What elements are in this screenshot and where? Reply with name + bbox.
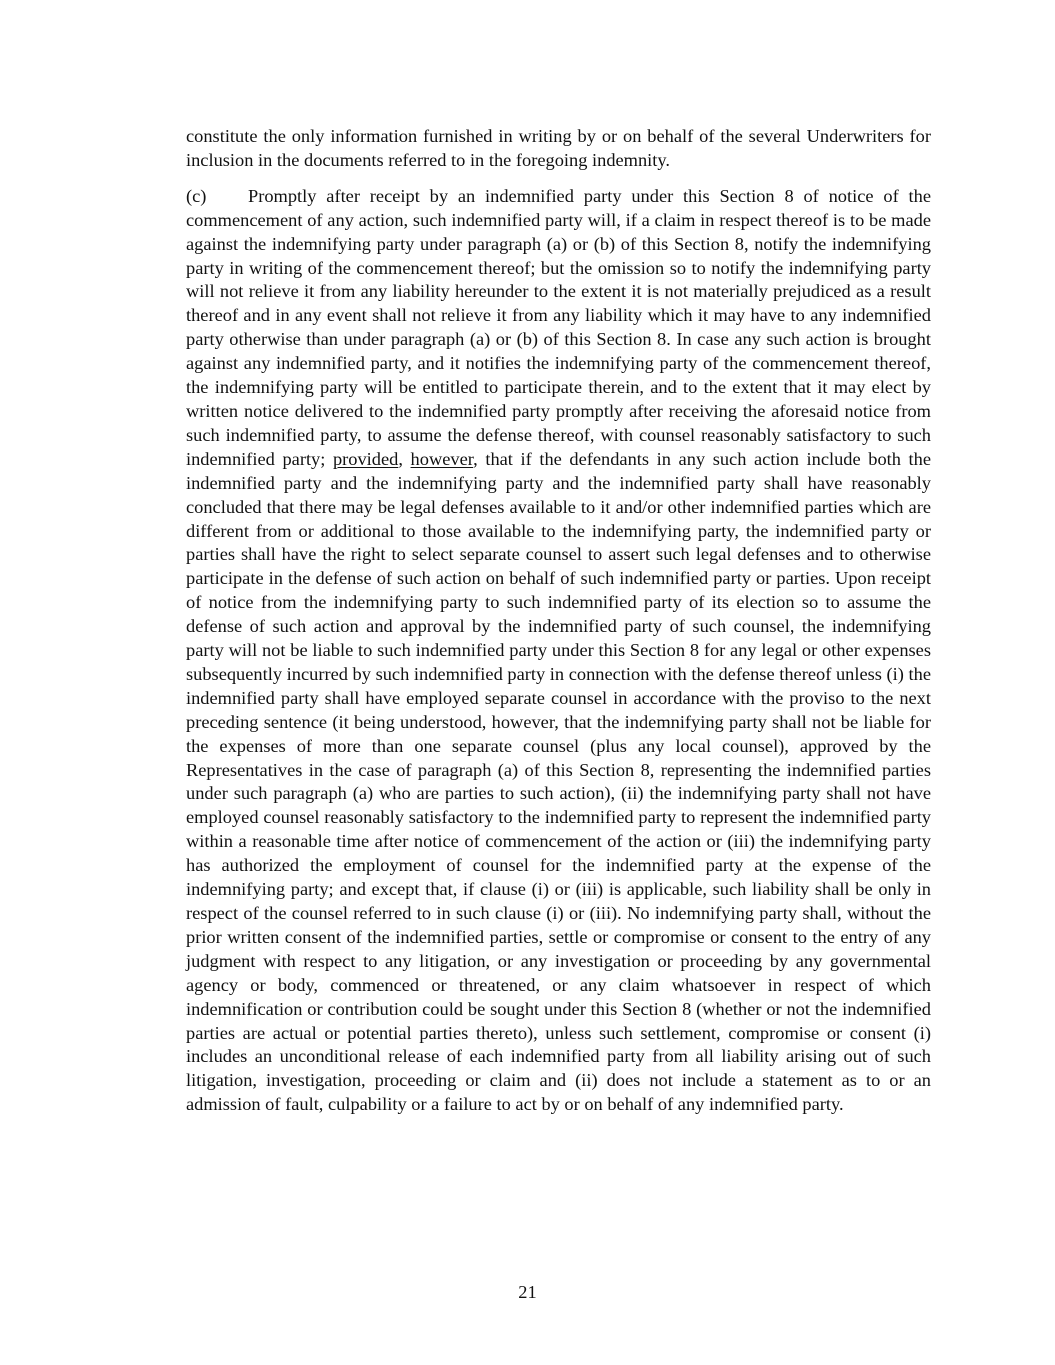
- paragraph-c-text-part-1: Promptly after receipt by an indemnified party under this Section 8 of notice of the commencement of any action, such indemnified party will, if a claim in respect thereof is to be made against the indemnifying party under paragraph (a) or (b) of this Section 8, notify the indemnifying party in writing of the commencement thereof; but the omission so to notify the indemnifying party will not relieve it from any liability hereunder to the extent it is not materially prejudiced as a result thereof and in any event shall not relieve it from any liability which it may have to any indemnified party otherwise than under paragraph (a) or (b) of this Section 8. In case any such action is brought against any indemnified party, and it notifies the indemnifying party of the commencement thereof, the indemnifying party will be entitled to participate therein, and to the extent that it may elect by written notice delivered to the indemnified party promptly after receiving the aforesaid notice from such indemnified party, to assume the defense thereof, with counsel reasonably satisfactory to such indemnified party;: [186, 185, 931, 469]
- however-underlined: however: [410, 448, 474, 469]
- provided-underlined: provided: [332, 448, 399, 469]
- paragraph-c-text-part-2: , that if the defendants in any such action include both the indemnified party and the indemnifying party and the indemnified party shall have reasonably concluded that there may be legal defenses available to it and/or other indemnified parties which are different from or additional to those available to the indemnifying party, the indemnified party or parties shall have the right to select separate counsel to assert such legal defenses and to otherwise participate in the defense of such action on behalf of such indemnified party or parties. Upon receipt of notice from the indemnifying party to such indemnified party of its election so to assume the defense of such action and approval by the indemnified party of such counsel, the indemnifying party will not be liable to such indemnified party under this Section 8 for any legal or other expenses subsequently incurred by such indemnified party in connection with the defense thereof unless (i) the indemnified party shall have employed separate counsel in accordance with the proviso to the next preceding sentence (it being understood, however, that the indemnifying party shall not be liable for the expenses of more than one separate counsel (plus any local counsel), approved by the Representatives in the case of paragraph (a) of this Section 8, representing the indemnified parties under such paragraph (a) who are parties to such action), (ii) the indemnifying party shall not have employed counsel reasonably satisfactory to the indemnified party to represent the indemnified party within a reasonable time after notice of commencement of the action or (iii) the indemnifying party has authorized the employment of counsel for the indemnified party at the expense of the indemnifying party; and except that, if clause (i) or (iii) is applicable, such liability shall be only in respect of the counsel referred to in such clause (i) or (iii). No indemnifying party shall, without the prior written consent of the indemnified parties, settle or compromise or consent to the entry of any judgment with respect to any litigation, or any investigation or proceeding by any governmental agency or body, commenced or threatened, or any claim whatsoever in respect of which indemnification or contribution could be sought under this Section 8 (whether or not the indemnified parties are actual or potential parties thereto), unless such settlement, compromise or consent (i) includes an unconditional release of each indemnified party from all liability arising out of such litigation, investigation, proceeding or claim and (ii) does not include a statement as to or an admission of fault, culpability or a failure to act by or on behalf of any indemnified party.: [186, 448, 932, 1115]
- paragraph-c: (c) Promptly after receipt by an indemnified party under this Section 8 of notice of the commencement of any action, such indemnified party will, if a claim in respect thereof is to be made against the indemnifying party under paragraph (a) or (b) of this Section 8, notify the indemnifying party in writing of the commencement thereof; but the omission so to notify the indemnifying party will not relieve it from any liability hereunder to the extent it is not materially prejudiced as a result thereof and in any event shall not relieve it from any liability which it may have to any indemnified party otherwise than under paragraph (a) or (b) of this Section 8. In case any such action is brought against any indemnified party, and it notifies the indemnifying party of the commencement thereof, the indemnifying party will be entitled to participate therein, and to the extent that it may elect by written notice delivered to the indemnified party promptly after receiving the aforesaid notice from such indemnified party, to assume the defense thereof, with counsel reasonably satisfactory to such indemnified party; provided, however, that if the defendants in any such action include both the indemnified party and the indemnifying party and the indemnified party shall have reasonably concluded that there may be legal defenses available to it and/or other indemnified parties which are different from or additional to those available to the indemnifying party, the indemnified party or parties shall have the right to select separate counsel to assert such legal defenses and to otherwise participate in the defense of such action on behalf of such indemnified party or parties. Upon receipt of notice from the indemnifying party to such indemnified party of its election so to assume the defense of such action and approval by the indemnified party of such counsel, the indemnifying party will not be liable to such indemnified party under this Section 8 for any legal or other expenses subsequently incurred by such indemnified party in connection with the defense thereof unless (i) the indemnified party shall have employed separate counsel in accordance with the proviso to the next preceding sentence (it being understood, however, that the indemnifying party shall not be liable for the expenses of more than one separate counsel (plus any local counsel), approved by the Representatives in the case of paragraph (a) of this Section 8, representing the indemnified parties under such paragraph (a) who are parties to such action), (ii) the indemnifying party shall not have employed counsel reasonably satisfactory to the indemnified party to represent the indemnified party within a reasonable time after notice of commencement of the action or (iii) the indemnifying party has authorized the employment of counsel for the indemnified party at the expense of the indemnifying party; and except that, if clause (i) or (iii) is applicable, such liability shall be only in respect of the counsel referred to in such clause (i) or (iii). No indemnifying party shall, without the prior written consent of the indemnified parties, settle or compromise or consent to the entry of any judgment with respect to any litigation, or any investigation or proceeding by any governmental agency or body, commenced or threatened, or any claim whatsoever in respect of which indemnification or contribution could be sought under this Section 8 (whether or not the indemnified parties are actual or potential parties thereto), unless such settlement, compromise or consent (i) includes an unconditional release of each indemnified party from all liability arising out of such litigation, investigation, proceeding or claim and (ii) does not include a statement as to or an admission of fault, culpability or a failure to act by or on behalf of any indemnified party.: [186, 185, 932, 1115]
- page-number: 21: [518, 1282, 537, 1302]
- paragraph-continuation: constitute the only information furnished in writing by or on behalf of the several Underwriters for inclusion in the documents referred to in the foregoing indemnity.: [186, 126, 931, 170]
- paragraph-label: (c): [186, 185, 207, 206]
- document-page: [186, 125, 931, 1117]
